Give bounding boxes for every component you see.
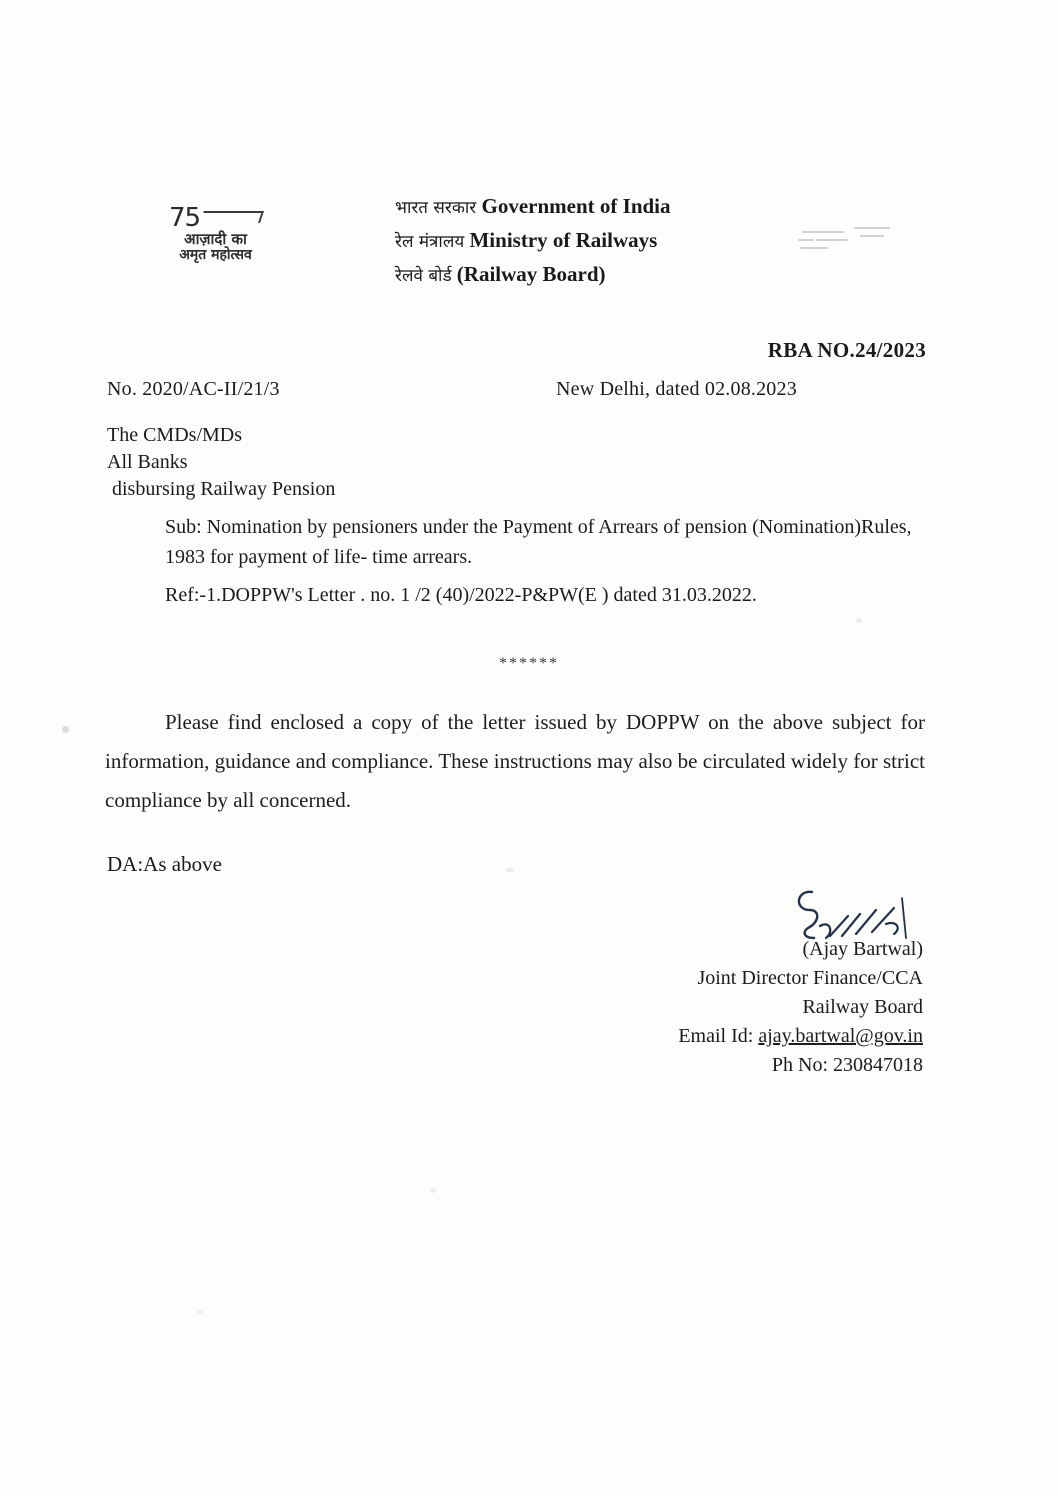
signatory-phone: Ph No: 230847018 [771,1054,923,1076]
emblem-hindi-line1: आज़ादी का [184,230,247,248]
faint-artifact-icon [795,222,905,266]
enclosure-note: DA:As above [107,852,222,876]
addressee-line-2: All Banks [107,451,188,473]
emblem-hindi-line2: अमृत महोत्सव [179,246,252,263]
letterhead [395,190,825,292]
letterhead-line-2 [395,224,825,258]
scan-speck [505,868,514,872]
letterhead-line-3-english: (Railway Board) [456,262,606,286]
emblem-swoosh-icon [200,211,264,223]
letterhead-line-3-devanagari: रेलवे बोर्ड [395,266,452,286]
signatory-designation: Joint Director Finance/CCA [697,967,923,989]
faint-scan-artifact [795,222,905,266]
letterhead-line-2-devanagari: रेल मंत्रालय [395,232,465,252]
section-separator: ****** [499,655,559,672]
signatory-email-line [493,1022,923,1051]
scan-speck [856,618,862,623]
email-label: Email Id: [678,1025,759,1047]
signature-block [493,935,923,1080]
file-number: No. 2020/AC-II/21/3 [107,378,280,400]
emblem-75-mark: 75 [148,205,283,231]
addressee-line-1: The CMDs/MDs [107,424,243,446]
place-and-date: New Delhi, dated 02.08.2023 [556,378,797,400]
azadi-ka-amrit-mahotsav-emblem [148,205,283,275]
addressee-block [107,422,335,503]
addressee-line-3: disbursing Railway Pension [112,478,336,500]
signatory-office: Railway Board [802,996,923,1018]
email-link[interactable]: ajay.bartwal@gov.in [758,1025,923,1047]
letterhead-line-1-english: Government of India [481,194,671,218]
letterhead-line-3 [395,258,825,292]
subject-line: Sub: Nomination by pensioners under the Payment of Arrears of pension (Nomination)Rules, 1983 for payment of life- time arrears. [165,516,912,568]
letterhead-line-1-devanagari: भारत सरकार [395,198,477,218]
signatory-name: (Ajay Bartwal) [802,938,923,960]
rba-number: RBA NO.24/2023 [767,338,926,362]
letterhead-line-1 [395,190,825,224]
letterhead-line-2-english: Ministry of Railways [469,228,658,252]
reference-line: Ref:-1.DOPPW's Letter . no. 1 /2 (40)/2022-P&PW(E ) dated 31.03.2022. [165,584,757,606]
scan-speck [430,1188,436,1193]
scan-speck [197,1310,203,1314]
scan-speck [62,726,69,733]
letter-body: Please find enclosed a copy of the letter issued by DOPPW on the above subject for information, guidance and compliance. These instructions may also be circulated widely for strict compliance by all concerned. [105,710,925,812]
